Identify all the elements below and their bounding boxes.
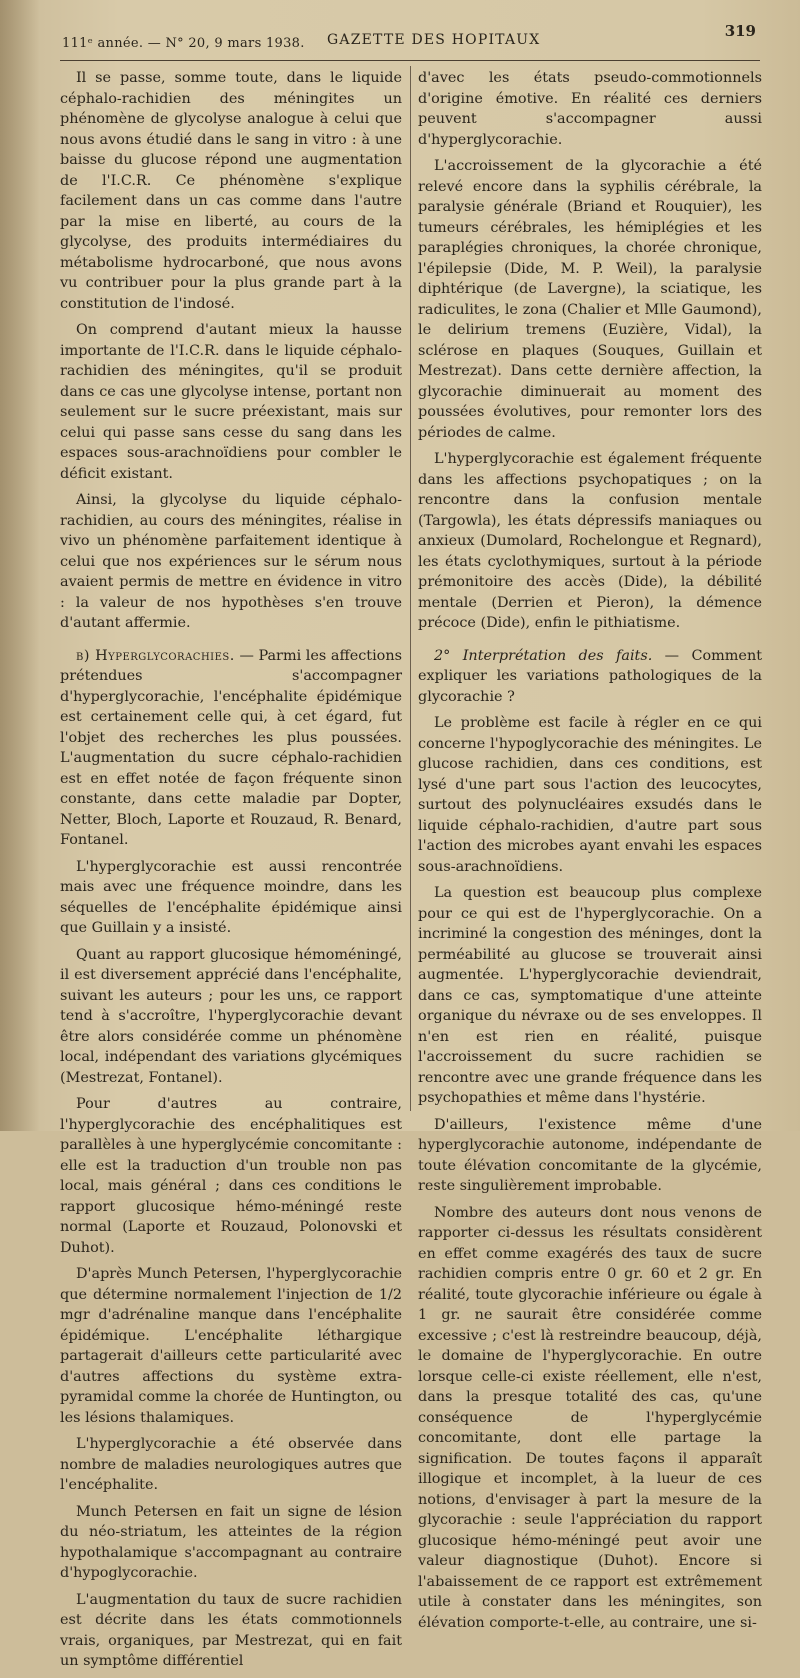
paragraph: Ainsi, la glycolyse du liquide céphalo-rachidien, au cours des méningites, réalise in vivo un phénomène parfaitement identique à celui que nos expériences sur le sérum nous avaient permis de mettre en évidence in vitro : la valeur de nos hypothèses s'en trouve d'autant affermie. (60, 492, 402, 631)
paragraph: Pour d'autres au contraire, l'hyperglycorachie des encéphalitiques est parallèles à une hyperglycémie concomitante : elle est la traduction d'un trouble non pas local, mais général ; dans ces conditions le rapport glucosique hémo-méningé reste normal (Laporte et Rouzaud, Polonovski et Duhot). (60, 1096, 402, 1256)
section-label: 2° Interprétation des faits. (434, 647, 653, 664)
paragraph: Munch Petersen en fait un signe de lésion du néo-striatum, les atteintes de la région hypothalamique s'accompagnant au contraire d'hypoglycorachie. (60, 1503, 402, 1581)
left-column (60, 68, 402, 1678)
paragraph: La question est beaucoup plus complexe pour ce qui est de l'hyperglycorachie. On a incriminé la congestion des méninges, dont la perméabilité au glucose se trouverait ainsi augmentée. L'hyperglycorachie deviendrait, dans ce cas, symptomatique d'une atteinte organique du névraxe ou de ses enveloppes. Il n'en est rien en réalité, puisque l'accroissement du sucre rachidien se rencontre avec une grande fréquence dans les psychopathies et même dans l'hystérie. (418, 885, 762, 1106)
paragraph: Le problème est facile à régler en ce qui concerne l'hypoglycorachie des méningites. Le glucose rachidien, dans ces conditions, est lysé d'une part sous l'action des leucocytes, surtout des polynucléaires exsudés dans le liquide céphalo-rachidien, d'autre part sous l'action des microbes ayant envahi les espaces sous-arachnoïdiens. (418, 715, 762, 875)
paragraph: L'hyperglycorachie a été observée dans nombre de maladies neurologiques autres que l'encéphalite. (60, 1436, 402, 1493)
paragraph: Quant au rapport glucosique hémoméningé, il est diversement apprécié dans l'encéphalite, suivant les auteurs ; pour les uns, ce rapport tend à s'accroître, l'hyperglycorachie devant être alors considérée comme un phénomène local, indépendant des variations glycémiques (Mestrezat, Fontanel). (60, 946, 402, 1086)
paragraph: L'hyperglycorachie est aussi rencontrée mais avec une fréquence moindre, dans les séquelles de l'encéphalite épidémique ainsi que Guillain y a insisté. (60, 858, 402, 936)
paragraph-interpretation (418, 646, 762, 708)
paragraph: d'avec les états pseudo-commotionnels d'origine émotive. En réalité ces derniers peuvent s'accompagner aussi d'hyperglycorachie. (418, 70, 762, 148)
paragraph: Nombre des auteurs dont nous venons de rapporter ci-dessus les résultats considèrent en effet comme exagérés des taux de sucre rachidien compris entre 0 gr. 60 et 2 gr. En réalité, toute glycorachie inférieure ou égale à 1 gr. ne saurait être considérée comme excessive ; c'est là restreindre beaucoup, déjà, le domaine de l'hyperglycorachie. En outre lorsque celle-ci existe réellement, elle n'est, dans la presque totalité des cas, qu'une conséquence de l'hyperglycémie concomitante, dont elle partage la signification. De toutes façons il apparaît illogique et incomplet, à la lueur de ces notions, d'envisager à part la mesure de la glycorachie : seule l'appréciation du rapport glucosique hémo-méningé peut avoir une valeur diagnostique (Duhot). Encore si l'abaissement de ce rapport est extrêmement utile à constater dans les méningites, son élévation comporte-t-elle, au contraire, une si- (418, 1204, 762, 1631)
paragraph-text: — Comment expliquer les variations pathologiques de la glycorachie ? (418, 647, 762, 705)
paragraph-hyperglycorachies (60, 646, 402, 851)
header-rule (60, 60, 760, 61)
paragraph: L'hyperglycorachie est également fréquente dans les affections psychopatiques ; on la rencontre dans la confusion mentale (Targowla), les états dépressifs maniaques ou anxieux (Dumolard, Rochelongue et Regnard), les états cyclothymiques, surtout à la période prémonitoire des accès (Dide), la débilité mentale (Derrien et Pieron), la démence précoce (Dide), enfin le pithiatisme. (418, 451, 762, 631)
issue-line: 111ᵉ année. — N° 20, 9 mars 1938. (62, 36, 305, 51)
paragraph-text: — Parmi les affections prétendues s'accompagner d'hyperglycorachie, l'encéphalite épidémique est certainement celle qui, à cet égard, fut l'objet des recherches les plus poussées. L'augmentation du sucre céphalo-rachidien est en effet notée de façon fréquente sinon constante, dans cette maladie par Dopter, Netter, Bloch, Laporte et Rouzaud, R. Benard, Fontanel. (60, 647, 402, 848)
right-column (418, 68, 762, 1639)
column-divider (410, 66, 411, 1111)
paragraph: L'augmentation du taux de sucre rachidien est décrite dans les états commotionnels vrais, organiques, par Mestrezat, qui en fait un symptôme différentiel (60, 1591, 402, 1669)
paragraph: Il se passe, somme toute, dans le liquide céphalo-rachidien des méningites un phénomène de glycolyse analogue à celui que nous avons étudié dans le sang in vitro : à une baisse du glucose répond une augmentation de l'I.C.R. Ce phénomène s'explique facilement dans un cas comme dans l'autre par la mise en liberté, au cours de la glycolyse, des produits intermédiaires du métabolisme hydrocarboné, que nous avons vu contribuer pour la plus grande part à la constitution de l'indosé. (60, 70, 402, 312)
paragraph: L'accroissement de la glycorachie a été relevé encore dans la syphilis cérébrale, la paralysie générale (Briand et Rouquier), les tumeurs cérébrales, les hémiplégies et les paraplégies chroniques, la chorée chronique, l'épilepsie (Dide, M. P. Weil), la paralysie diphtérique (de Lavergne), la sciatique, les radiculites, le zona (Chalier et Mlle Gaumond), le delirium tremens (Euzière, Vidal), la sclérose en plaques (Souques, Guillain et Mestrezat). Dans cette dernière affection, la glycorachie diminuerait au moment des poussées évolutives, pour remonter lors des périodes de calme. (418, 158, 762, 441)
paragraph: On comprend d'autant mieux la hausse importante de l'I.C.R. dans le liquide céphalo-rachidien des méningites, qu'il se produit dans ce cas une glycolyse intense, portant non seulement sur le sucre préexistant, mais sur celui qui passe sans cesse du sang dans les espaces sous-arachnoïdiens pour combler le déficit existant. (60, 322, 402, 482)
page-header (62, 18, 760, 60)
paragraph: D'après Munch Petersen, l'hyperglycorachie que détermine normalement l'injection de 1/2 mgr d'adrénaline manque dans l'encéphalite épidémique. L'encéphalite léthargique partagerait d'ailleurs cette particularité avec d'autres affections du système extra-pyramidal comme la chorée de Huntington, ou les lésions thalamiques. (60, 1266, 402, 1426)
page-edge-shadow (0, 0, 40, 1131)
paragraph: D'ailleurs, l'existence même d'une hyperglycorachie autonome, indépendante de toute élévation concomitante de la glycémie, reste singulièrement improbable. (418, 1116, 762, 1194)
section-label: b) Hyperglycorachies. (76, 647, 235, 664)
journal-title: GAZETTE DES HOPITAUX (327, 32, 541, 48)
page-number: 319 (724, 22, 756, 40)
